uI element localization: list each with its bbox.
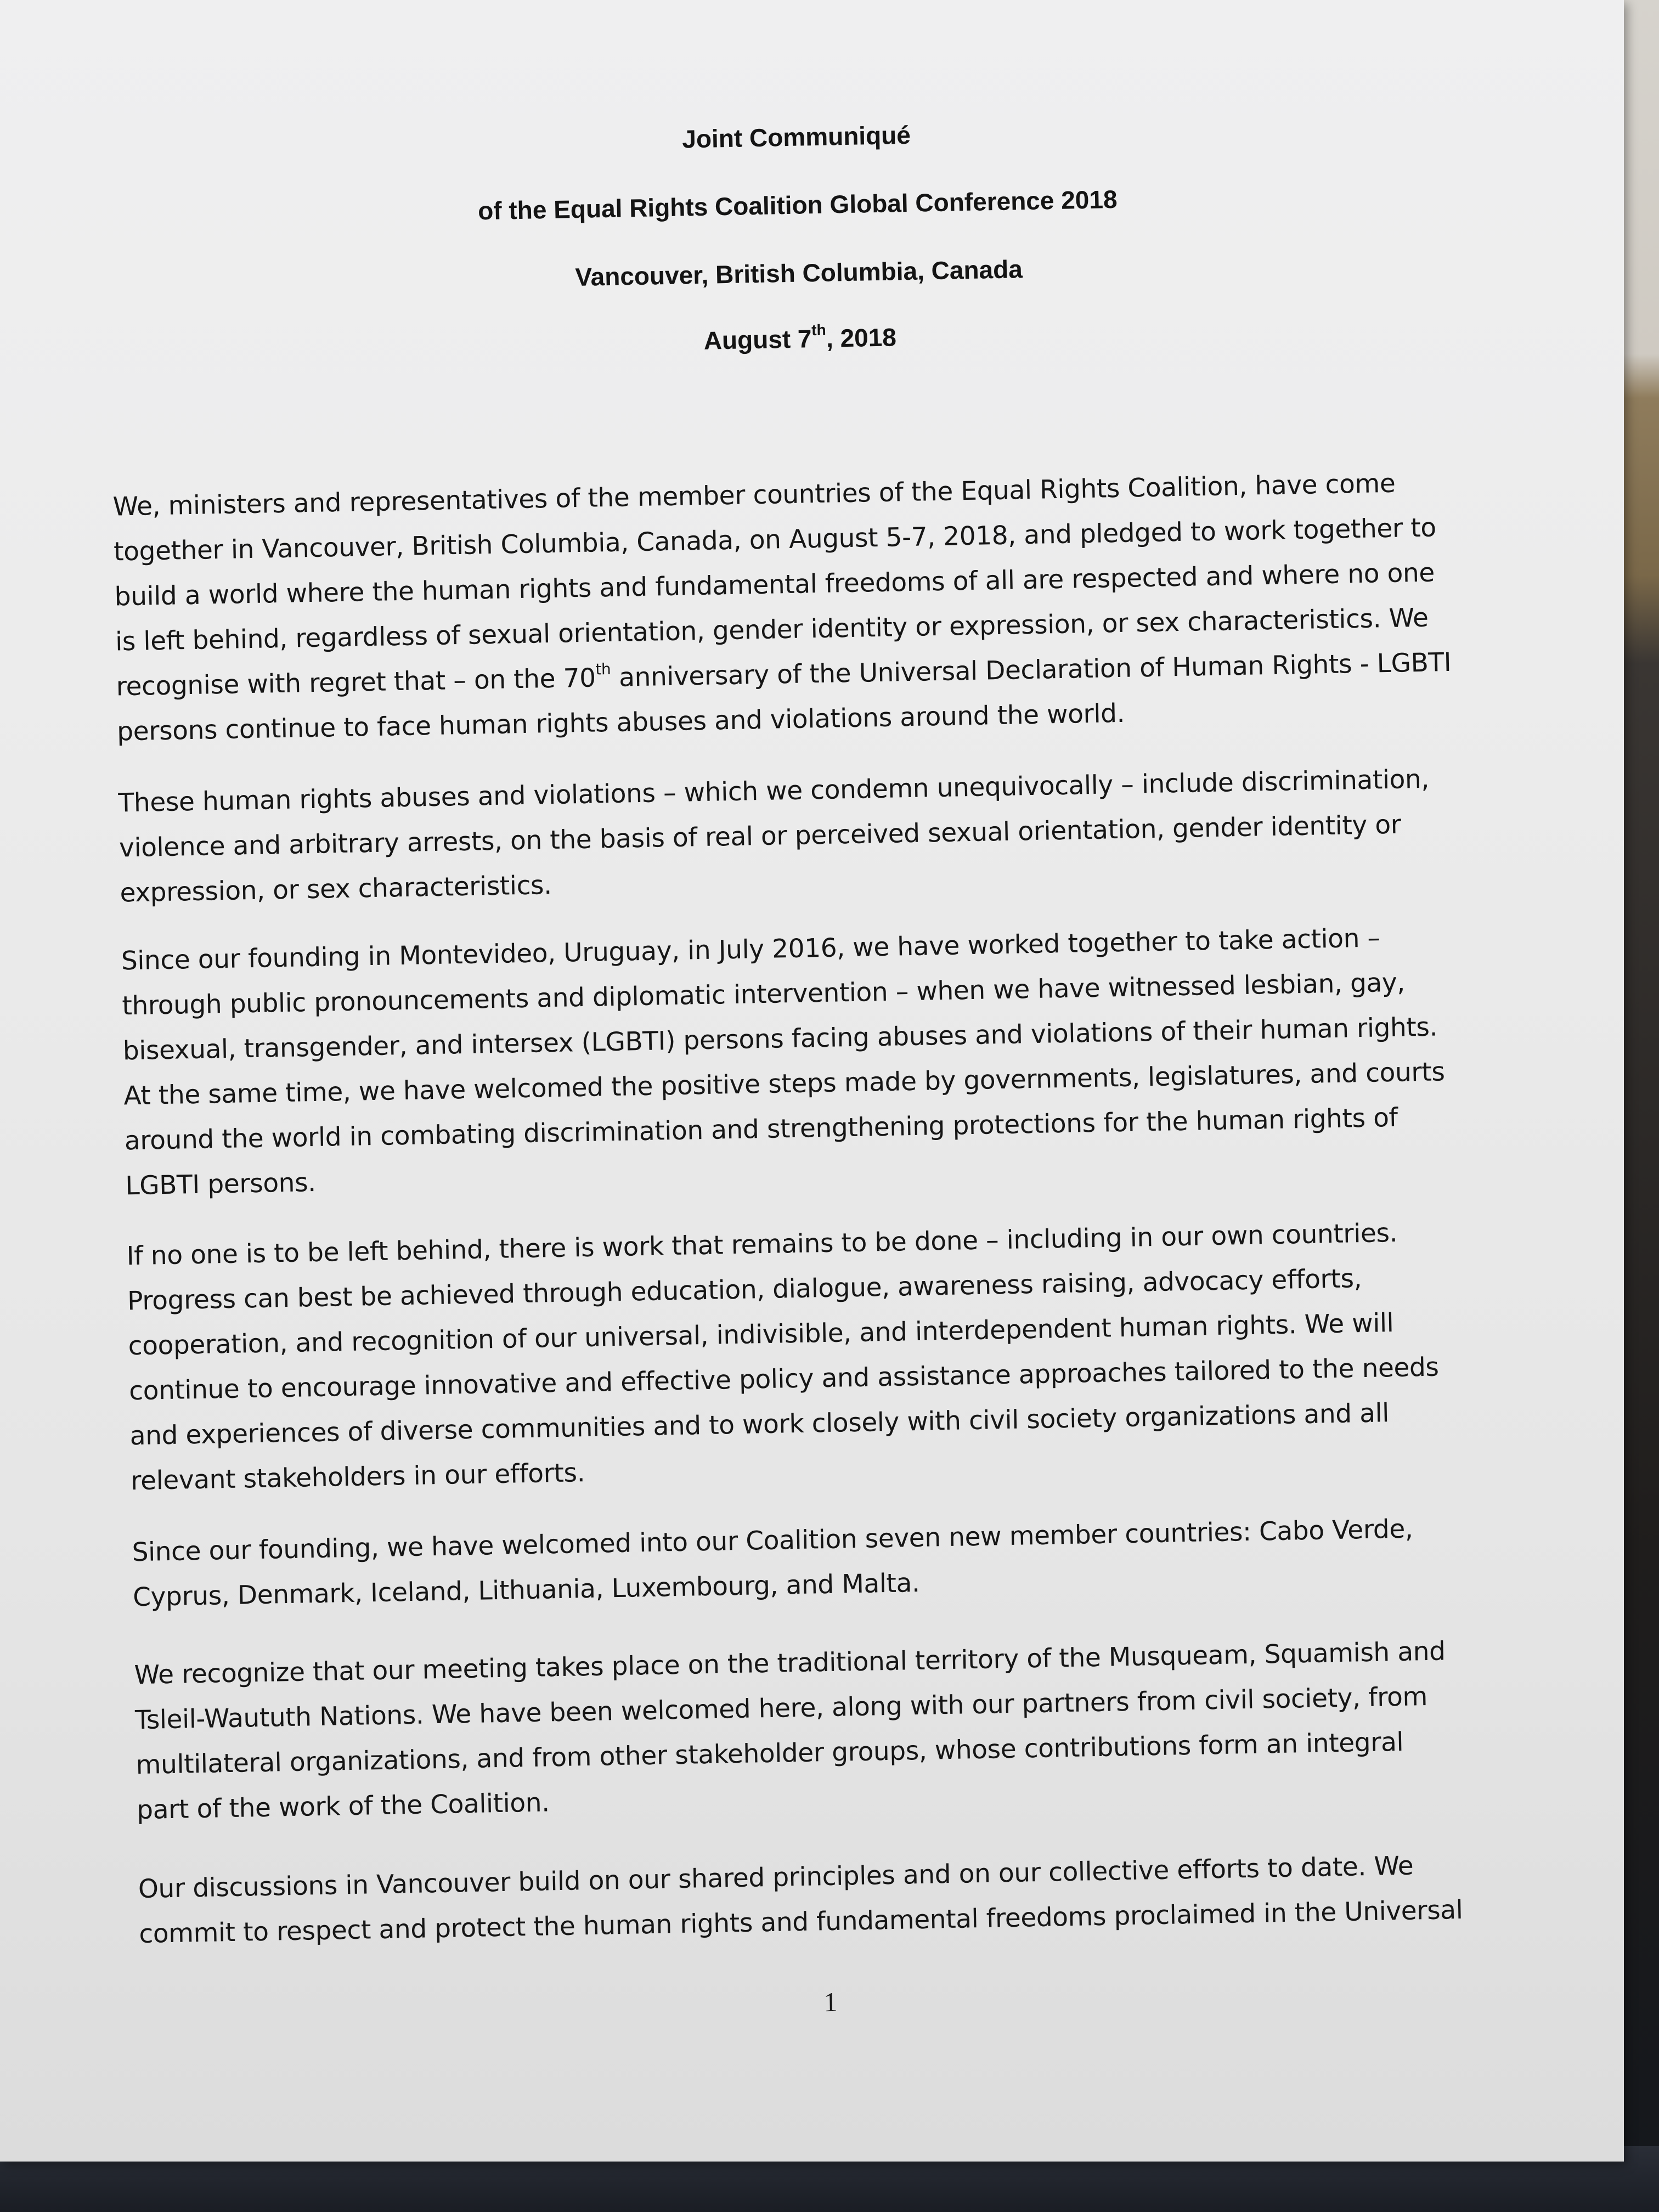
paragraph-6 (134, 1629, 1448, 1833)
paragraph-line: persons continue to face human rights abuses and violations around the world. (116, 698, 1125, 747)
document-location: Vancouver, British Columbia, Canada (574, 255, 1023, 292)
paragraph-line: Our discussions in Vancouver build on our shared principles and on our collective efforts to date. We (138, 1850, 1414, 1905)
paragraph-7 (138, 1843, 1463, 1957)
paragraph-line: together in Vancouver, British Columbia, Canada, on August 5-7, 2018, and pledged to work together to (113, 512, 1437, 567)
paragraph-1 (112, 460, 1452, 755)
document-subtitle: of the Equal Rights Coalition Global Conference 2018 (477, 184, 1118, 225)
paragraph-line: cooperation, and recognition of our universal, indivisible, and interdependent human rights. We will (128, 1308, 1394, 1362)
date-suffix: , 2018 (826, 323, 897, 353)
date-prefix: August 7 (703, 324, 812, 355)
paragraph-3 (121, 915, 1447, 1209)
paragraph-2 (118, 757, 1431, 916)
paragraph-line: violence and arbitrary arrests, on the basis of real or perceived sexual orientation, gender identity or (119, 809, 1402, 864)
paragraph-line: LGBTI persons. (125, 1167, 317, 1201)
paragraph-line: and experiences of diverse communities and to work closely with civil society organizations and all (129, 1398, 1390, 1452)
line-part: anniversary of the Universal Declaration of Human Rights - LGBTI (611, 647, 1452, 693)
paragraph-4 (126, 1210, 1441, 1504)
paragraph-line: expression, or sex characteristics. (120, 870, 552, 909)
paragraph-line: At the same time, we have welcomed the positive steps made by governments, legislatures, and courts (123, 1057, 1445, 1111)
line-part: recognise with regret that – on the 70 (116, 663, 596, 702)
paragraph-line: multilateral organizations, and from other stakeholder groups, whose contributions form an integral (136, 1726, 1404, 1781)
paragraph-line: We, ministers and representatives of the member countries of the Equal Rights Coalition, have come (112, 468, 1396, 522)
paragraph-line: Progress can best be achieved through education, dialogue, awareness raising, advocacy efforts, (127, 1263, 1362, 1317)
superscript: th (595, 659, 611, 679)
paragraph-line: relevant stakeholders in our efforts. (130, 1458, 585, 1497)
paragraph-line: Tsleil-Waututh Nations. We have been welcomed here, along with our partners from civil society, from (134, 1681, 1428, 1736)
date-superscript: th (811, 321, 826, 339)
paragraph-line: continue to encourage innovative and effective policy and assistance approaches tailored to the needs (128, 1352, 1439, 1407)
paragraph-line: If no one is to be left behind, there is work that remains to be done – including in our own countries. (126, 1217, 1398, 1272)
paragraph-line: Since our founding, we have welcomed into our Coalition seven new member countries: Cabo Verde, (132, 1514, 1413, 1568)
paragraph-line: build a world where the human rights and fundamental freedoms of all are respected and where no one (114, 557, 1435, 612)
paragraph-line: Cyprus, Denmark, Iceland, Lithuania, Luxembourg, and Malta. (132, 1567, 920, 1613)
paragraph-line: bisexual, transgender, and intersex (LGBTI) persons facing abuses and violations of their human rights. (122, 1012, 1438, 1066)
document-title: Joint Communiqué (681, 120, 911, 154)
paragraph-line: is left behind, regardless of sexual orientation, gender identity or expression, or sex characteristics. We (115, 602, 1429, 657)
paragraph-line: These human rights abuses and violations – which we condemn unequivocally – include discrimination, (118, 764, 1430, 819)
paragraph-line: through public pronouncements and diplomatic intervention – when we have witnessed lesbian, gay, (121, 967, 1406, 1022)
document-date (0, 309, 1612, 368)
page-number: 1 (823, 1986, 838, 2018)
paragraph-line: commit to respect and protect the human rights and fundamental freedoms proclaimed in the Universal (138, 1894, 1463, 1950)
paragraph-line: around the world in combating discrimination and strengthening protections for the human rights of (124, 1102, 1398, 1156)
paragraph-5 (132, 1506, 1414, 1620)
paragraph-line: Since our founding in Montevideo, Uruguay, in July 2016, we have worked together to take action – (121, 923, 1381, 977)
paragraph-line: We recognize that our meeting takes place on the traditional territory of the Musqueam, Squamish and (134, 1636, 1446, 1691)
paragraph-line: part of the work of the Coalition. (136, 1787, 550, 1826)
